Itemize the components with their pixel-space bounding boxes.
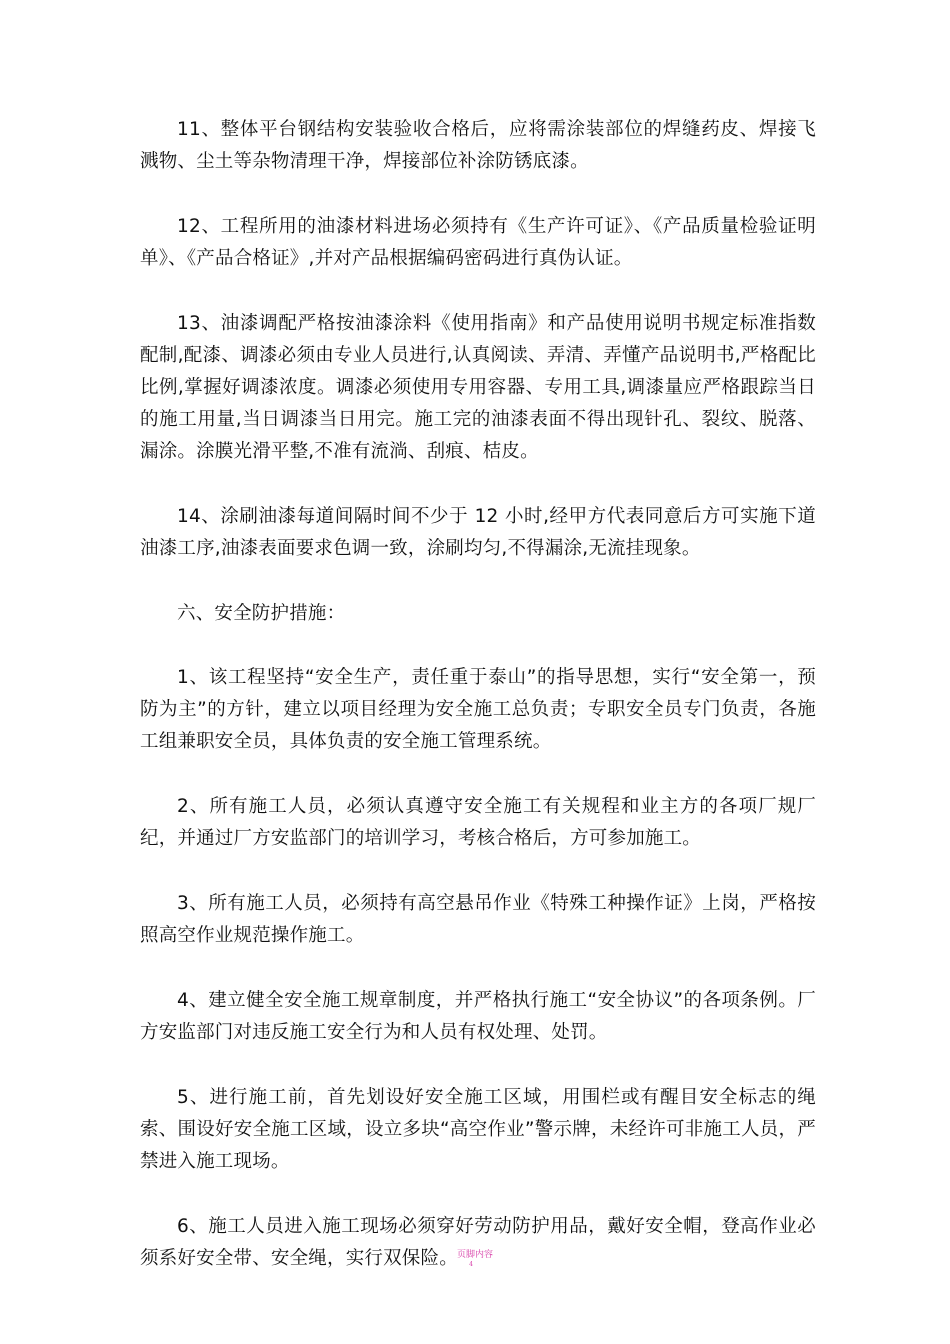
safety-item-2: 2、所有施工人员，必须认真遵守安全施工有关规程和业主方的各项厂规厂纪，并通过厂方安监部门的培训学习，考核合格后，方可参加施工。 bbox=[140, 796, 816, 849]
document-body bbox=[140, 114, 816, 1308]
safety-item-4: 4、建立健全安全施工规章制度，并严格执行施工“安全协议”的各项条例。厂方安监部门对违反施工安全行为和人员有权处理、处罚。 bbox=[140, 990, 816, 1043]
footer-page-number: 4 bbox=[469, 1261, 473, 1268]
paragraph-14: 14、涂刷油漆每道间隔时间不少于 12 小时,经甲方代表同意后方可实施下道油漆工序,油漆表面要求色调一致，涂刷均匀,不得漏涂,无流挂现象。 bbox=[140, 506, 816, 559]
paragraph-11: 11、整体平台钢结构安装验收合格后，应将需涂装部位的焊缝药皮、焊接飞溅物、尘土等杂物清理干净，焊接部位补涂防锈底漆。 bbox=[140, 119, 816, 172]
paragraph-12: 12、工程所用的油漆材料进场必须持有《生产许可证》、《产品质量检验证明单》、《产品合格证》,并对产品根据编码密码进行真伪认证。 bbox=[140, 216, 816, 269]
page-footer bbox=[0, 1249, 950, 1268]
safety-item-1: 1、该工程坚持“安全生产，责任重于泰山”的指导思想，实行“安全第一，预防为主”的方针，建立以项目经理为安全施工总负责；专职安全员专门负责，各施工组兼职安全员，具体负责的安全施工管理系统。 bbox=[140, 667, 816, 752]
paragraph-13: 13、油漆调配严格按油漆涂料《使用指南》和产品使用说明书规定标准指数配制,配漆、调漆必须由专业人员进行,认真阅读、弄清、弄懂产品说明书,严格配比比例,掌握好调漆浓度。调漆必须使用专用容器、专用工具,调漆量应严格跟踪当日的施工用量,当日调漆当日用完。施工完的油漆表面不得出现针孔、裂纹、脱落、漏涂。涂膜光滑平整,不准有流淌、刮痕、桔皮。 bbox=[140, 313, 816, 462]
section-heading-safety: 六、安全防护措施： bbox=[177, 603, 346, 624]
safety-item-6: 6、施工人员进入施工现场必须穿好劳动防护用品，戴好安全帽，登高作业必须系好安全带、安全绳，实行双保险。 bbox=[140, 1216, 816, 1269]
safety-item-3: 3、所有施工人员，必须持有高空悬吊作业《特殊工种操作证》上岗，严格按照高空作业规范操作施工。 bbox=[140, 893, 816, 946]
safety-item-5: 5、进行施工前，首先划设好安全施工区域，用围栏或有醒目安全标志的绳索、围设好安全施工区域，设立多块“高空作业”警示牌，未经许可非施工人员，严禁进入施工现场。 bbox=[140, 1087, 816, 1172]
footer-label: 页脚内容 bbox=[456, 1250, 493, 1260]
